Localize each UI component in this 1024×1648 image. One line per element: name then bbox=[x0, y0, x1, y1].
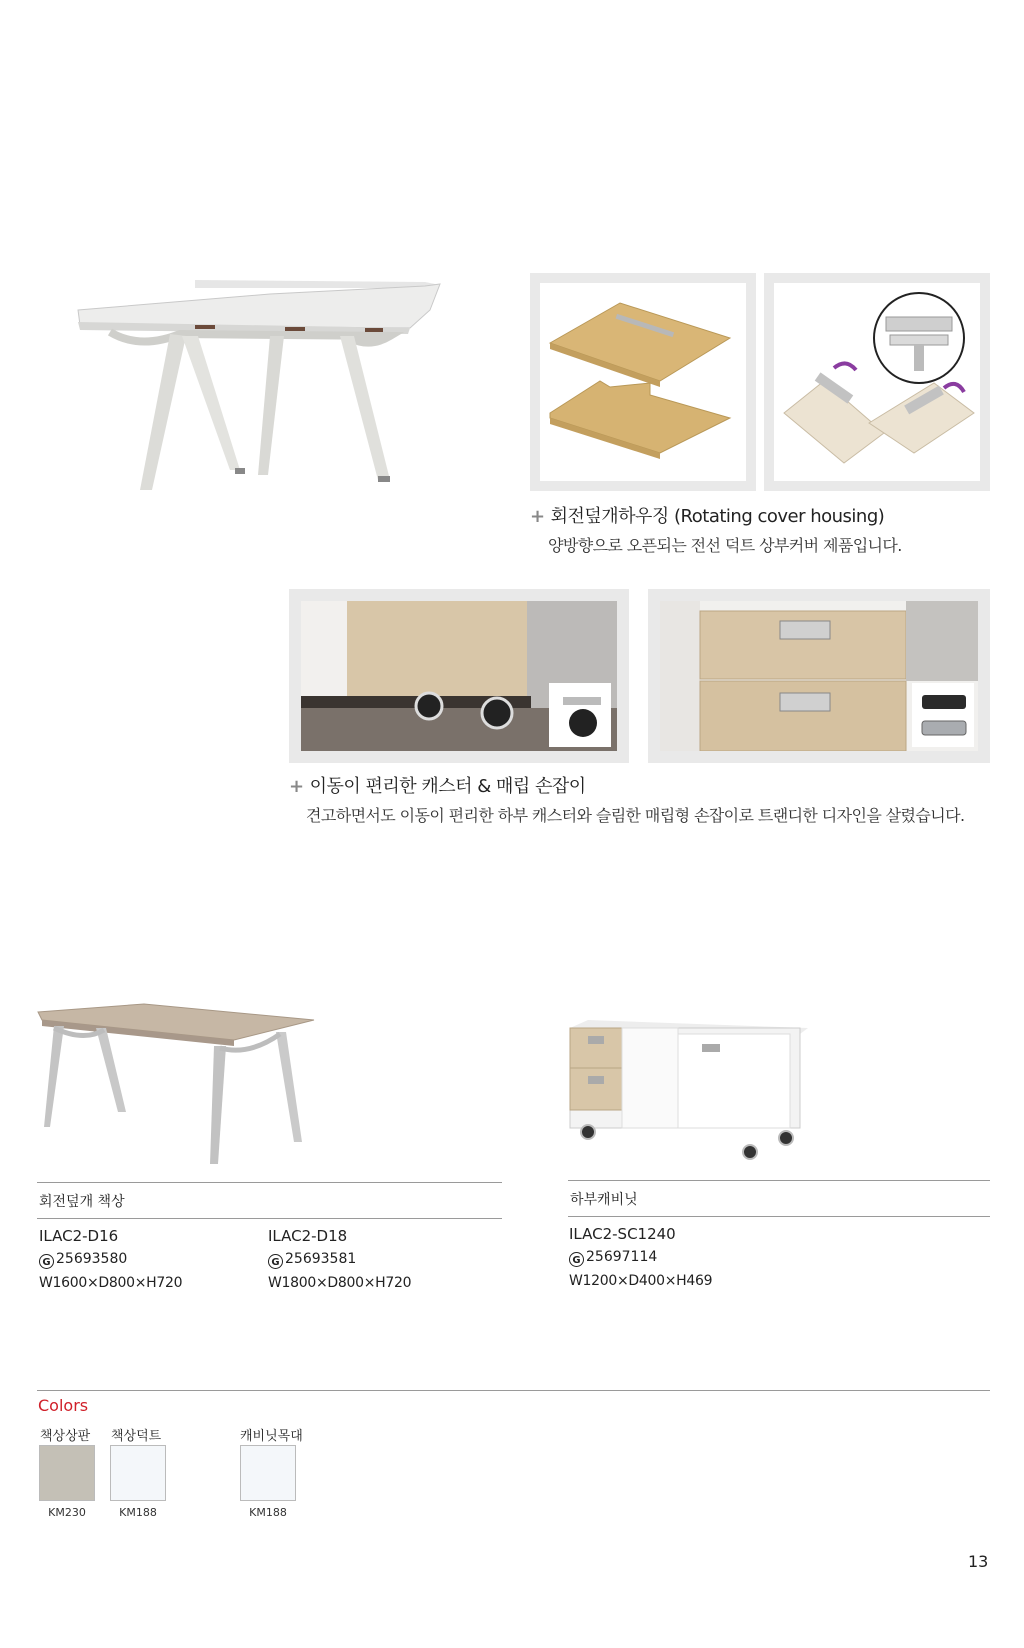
cabinet-dims-1: W1200×D400×H469 bbox=[569, 1273, 713, 1289]
desk-model-1: ILAC2-D16 bbox=[39, 1227, 119, 1245]
swatch-code-desk-duct: KM188 bbox=[119, 1506, 157, 1519]
desk-dims-1: W1600×D800×H720 bbox=[39, 1275, 183, 1291]
desk-code-2: G 25693581 bbox=[268, 1251, 356, 1269]
government-code-icon: G bbox=[39, 1254, 54, 1269]
housing-image-panel-2 bbox=[764, 273, 990, 491]
desk-model-2: ILAC2-D18 bbox=[268, 1227, 348, 1245]
desk-dims-2: W1800×D800×H720 bbox=[268, 1275, 412, 1291]
desk-group-divider-bottom bbox=[37, 1218, 502, 1219]
plus-icon: + bbox=[530, 506, 545, 527]
swatch-code-cabinet-body: KM188 bbox=[249, 1506, 287, 1519]
caster-image-panel bbox=[289, 589, 629, 763]
government-code-icon: G bbox=[569, 1252, 584, 1267]
cabinet-code-1: G 25697114 bbox=[569, 1249, 657, 1267]
plus-icon: + bbox=[289, 776, 304, 797]
swatch-label-cabinet-body: 캐비닛목대 bbox=[240, 1429, 303, 1444]
swatch-label-desk-duct: 책상덕트 bbox=[111, 1429, 162, 1444]
cabinet-product-image bbox=[568, 1020, 808, 1160]
swatch-label-desk-top: 책상상판 bbox=[40, 1429, 91, 1444]
swatch-code-desk-top: KM230 bbox=[48, 1506, 86, 1519]
desk-code-1: G 25693580 bbox=[39, 1251, 127, 1269]
colors-divider bbox=[37, 1390, 990, 1391]
handle-image-panel bbox=[648, 589, 990, 763]
cabinet-model-1: ILAC2-SC1240 bbox=[569, 1225, 676, 1243]
desk-group-name: 회전덮개 책상 bbox=[39, 1194, 125, 1210]
feature-title-caster: + 이동이 편리한 캐스터 & 매립 손잡이 bbox=[289, 776, 586, 797]
desk-group-divider-top bbox=[37, 1182, 502, 1183]
page-number: 13 bbox=[968, 1552, 989, 1571]
feature-desc-housing: 양방향으로 오픈되는 전선 덕트 상부커버 제품입니다. bbox=[548, 536, 902, 555]
swatch-desk-top bbox=[39, 1445, 95, 1501]
government-code-icon: G bbox=[268, 1254, 283, 1269]
hero-desk-image bbox=[70, 270, 490, 495]
feature-title-housing: + 회전덮개하우징 (Rotating cover housing) bbox=[530, 506, 885, 527]
swatch-desk-duct bbox=[110, 1445, 166, 1501]
cabinet-group-name: 하부캐비닛 bbox=[570, 1192, 638, 1208]
desk-product-image bbox=[34, 1002, 324, 1172]
cabinet-group-divider-bottom bbox=[568, 1216, 990, 1217]
colors-title: Colors bbox=[38, 1396, 89, 1415]
housing-image-panel-1 bbox=[530, 273, 756, 491]
cabinet-group-divider-top bbox=[568, 1180, 990, 1181]
feature-desc-caster: 견고하면서도 이동이 편리한 하부 캐스터와 슬림한 매립형 손잡이로 트랜디한 디자인을 살렸습니다. bbox=[306, 806, 965, 825]
swatch-cabinet-body bbox=[240, 1445, 296, 1501]
